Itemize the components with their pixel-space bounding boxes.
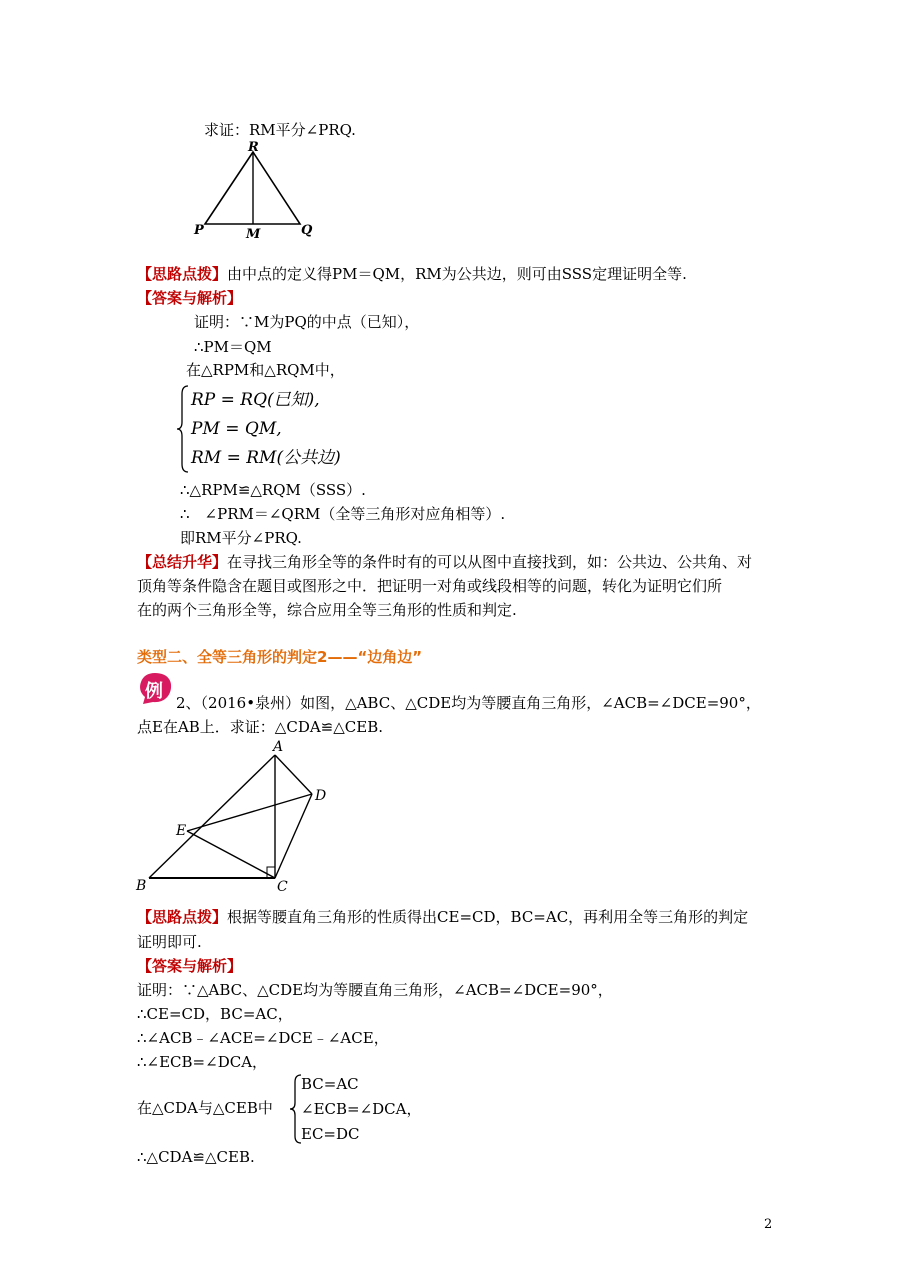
- proof2-line-1: 证明：∵△ABC、△CDE均为等腰直角三角形，∠ACB=∠DCE=90°，: [137, 981, 613, 999]
- hint-paragraph: [137, 264, 687, 284]
- proof2-in-text: 在△CDA与△CEB中: [137, 1099, 273, 1117]
- proof2-line-2: ∴CE=CD，BC=AC，: [137, 1005, 293, 1023]
- proof2-final: ∴△CDA≌△CEB.: [137, 1148, 255, 1166]
- answer2-tag: 【答案与解析】: [137, 957, 243, 975]
- label-q: Q: [301, 223, 313, 238]
- system1-eq-2: PM = QM,: [191, 419, 282, 439]
- proof-line-1: 证明：∵M为PQ的中点（已知），: [194, 313, 420, 331]
- summary-line-3: 在的两个三角形全等，综合应用全等三角形的性质和判定.: [137, 601, 517, 619]
- proof2-line-3: ∴∠ACB﹣∠ACE=∠DCE﹣∠ACE，: [137, 1029, 389, 1047]
- system2-eq-2: ∠ECB=∠DCA，: [301, 1100, 422, 1118]
- label-p: P: [194, 223, 204, 238]
- system2-eq-3: EC=DC: [301, 1125, 360, 1143]
- brace-system-1: [176, 384, 190, 474]
- conclusion-3: 即RM平分∠PRQ.: [180, 529, 302, 547]
- summary-line-1: 【总结升华】在寻找三角形全等的条件时有的可以从图中直接找到，如：公共边、公共角、对: [137, 553, 753, 571]
- summary-line-2: 顶角等条件隐含在题目或图形之中．把证明一对角或线段相等的问题，转化为证明它们所: [137, 577, 723, 595]
- hint2-tag: 【思路点拨】: [137, 908, 228, 926]
- label-c: C: [277, 879, 288, 895]
- example-badge-text: 例: [145, 681, 163, 702]
- label-b: B: [136, 878, 147, 894]
- label-a: A: [273, 739, 284, 755]
- system1-eq-3: RM = RM(公共边): [191, 448, 341, 468]
- proof-line-3: 在△RPM和△RQM中，: [186, 361, 345, 379]
- page-number: 2: [764, 1217, 773, 1232]
- triangle-prq-figure: [190, 140, 320, 240]
- hint2-line-2: 证明即可.: [137, 933, 202, 951]
- conclusion-1: ∴△RPM≌△RQM（SSS）.: [180, 481, 366, 499]
- section-heading: 类型二、全等三角形的判定2——“边角边”: [137, 648, 423, 666]
- problem2-stmt-2: 点E在AB上．求证：△CDA≌△CEB.: [137, 718, 383, 736]
- label-d: D: [315, 788, 327, 804]
- label-e: E: [176, 823, 187, 839]
- prove-statement: 求证：RM平分∠PRQ.: [204, 121, 356, 139]
- label-m: M: [246, 227, 261, 242]
- proof2-line-4: ∴∠ECB=∠DCA，: [137, 1053, 268, 1071]
- summary-tag: 【总结升华】: [137, 553, 228, 571]
- conclusion-2: ∴ ∠PRM＝∠QRM（全等三角形对应角相等）.: [180, 505, 506, 523]
- example-badge: [137, 671, 173, 705]
- answer-tag: 【答案与解析】: [137, 289, 243, 307]
- hint-text: 由中点的定义得PM＝QM，RM为公共边，则可由SSS定理证明全等.: [227, 265, 687, 283]
- system2-eq-1: BC=AC: [301, 1075, 359, 1093]
- label-r: R: [248, 140, 259, 155]
- proof-line-2: ∴PM＝QM: [194, 338, 272, 356]
- problem2-stmt-1: 2、（2016•泉州）如图，△ABC、△CDE均为等腰直角三角形，∠ACB=∠DCE=90°，: [176, 694, 761, 712]
- triangle-abc-figure: [130, 735, 340, 895]
- hint-tag: 【思路点拨】: [137, 265, 228, 283]
- system1-eq-1: RP = RQ(已知),: [191, 390, 320, 410]
- hint2-line-1: 【思路点拨】根据等腰直角三角形的性质得出CE=CD，BC=AC，再利用全等三角形的判定: [137, 908, 749, 926]
